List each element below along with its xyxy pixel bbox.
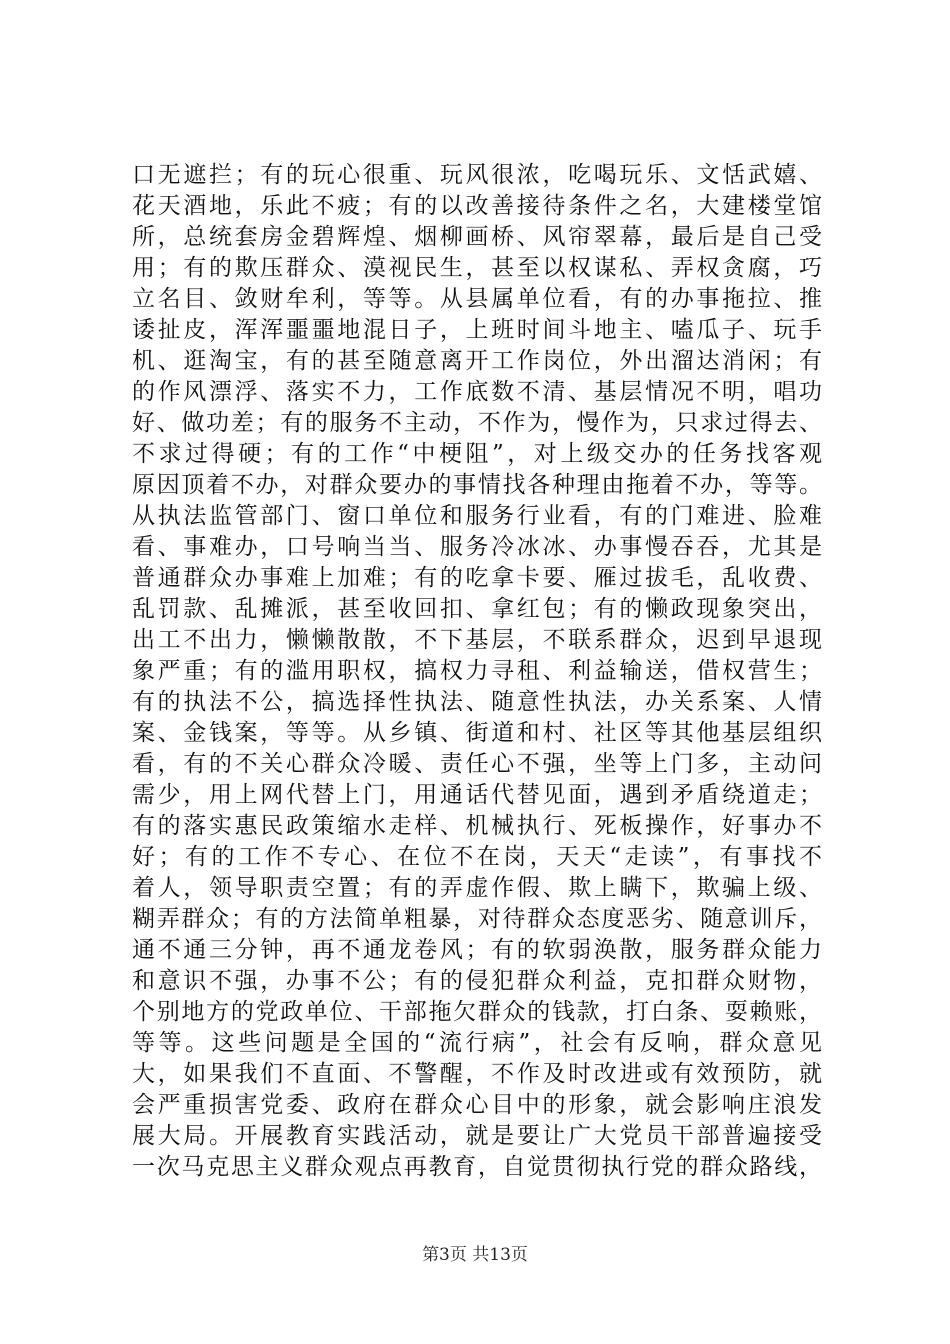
text-line: 用；有的欺压群众、漠视民生，甚至以权谋私、弄权贪腐，巧 <box>132 255 822 281</box>
text-line: 案、金钱案，等等。从乡镇、街道和村、社区等其他基层组织 <box>132 720 822 746</box>
text-line: 有的执法不公，搞选择性执法、随意性执法，办关系案、人情 <box>132 689 822 715</box>
text-line: 诿扯皮，浑浑噩噩地混日子，上班时间斗地主、嗑瓜子、玩手 <box>132 317 822 343</box>
body-text <box>132 160 822 1183</box>
text-line: 立名目、敛财牟利，等等。从县属单位看，有的办事拖拉、推 <box>132 286 822 312</box>
text-line: 个别地方的党政单位、干部拖欠群众的钱款，打白条、耍赖账， <box>132 999 822 1025</box>
text-line: 通不通三分钟，再不通龙卷风；有的软弱涣散，服务群众能力 <box>132 937 822 963</box>
text-line: 出工不出力，懒懒散散，不下基层，不联系群众，迟到早退现 <box>132 627 822 653</box>
text-line: 所，总统套房金碧辉煌、烟柳画桥、风帘翠幕，最后是自己受 <box>132 224 822 250</box>
text-line: 象严重；有的滥用职权，搞权力寻租、利益输送，借权营生； <box>132 658 822 684</box>
text-line: 会严重损害党委、政府在群众心目中的形象，就会影响庄浪发 <box>132 1092 822 1118</box>
text-line: 等等。这些问题是全国的“流行病”，社会有反响，群众意见 <box>132 1030 822 1056</box>
text-line: 着人，领导职责空置；有的弄虚作假、欺上瞒下，欺骗上级、 <box>132 875 822 901</box>
text-line: 机、逛淘宝，有的甚至随意离开工作岗位，外出溜达消闲；有 <box>132 348 822 374</box>
text-line: 花天酒地，乐此不疲；有的以改善接待条件之名，大建楼堂馆 <box>132 193 822 219</box>
text-line: 看、事难办，口号响当当、服务冷冰冰、办事慢吞吞，尤其是 <box>132 534 822 560</box>
text-line: 一次马克思主义群众观点再教育，自觉贯彻执行党的群众路线， <box>132 1154 822 1180</box>
text-line: 普通群众办事难上加难；有的吃拿卡要、雁过拔毛，乱收费、 <box>132 565 822 591</box>
text-line: 需少，用上网代替上门，用通话代替见面，遇到矛盾绕道走； <box>132 782 822 808</box>
text-line: 口无遮拦；有的玩心很重、玩风很浓，吃喝玩乐、文恬武嬉、 <box>132 162 822 188</box>
text-line: 大，如果我们不直面、不警醒，不作及时改进或有效预防，就 <box>132 1061 822 1087</box>
text-line: 乱罚款、乱摊派，甚至收回扣、拿红包；有的懒政现象突出， <box>132 596 822 622</box>
text-line: 好；有的工作不专心、在位不在岗，天天“走读”，有事找不 <box>132 844 822 870</box>
page-number-footer: 第3页 共13页 <box>422 1245 528 1265</box>
text-line: 好、做功差；有的服务不主动，不作为，慢作为，只求过得去、 <box>132 410 822 436</box>
text-line: 糊弄群众；有的方法简单粗暴，对待群众态度恶劣、随意训斥， <box>132 906 822 932</box>
text-line: 有的落实惠民政策缩水走样、机械执行、死板操作，好事办不 <box>132 813 822 839</box>
text-line: 展大局。开展教育实践活动，就是要让广大党员干部普遍接受 <box>132 1123 822 1149</box>
text-line: 不求过得硬；有的工作“中梗阻”，对上级交办的任务找客观 <box>132 441 822 467</box>
text-line: 从执法监管部门、窗口单位和服务行业看，有的门难进、脸难 <box>132 503 822 529</box>
text-line: 的作风漂浮、落实不力，工作底数不清、基层情况不明，唱功 <box>132 379 822 405</box>
text-line: 和意识不强，办事不公；有的侵犯群众利益，克扣群众财物， <box>132 968 822 994</box>
text-line: 原因顶着不办，对群众要办的事情找各种理由拖着不办，等等。 <box>132 472 822 498</box>
text-line: 看，有的不关心群众冷暖、责任心不强，坐等上门多，主动问 <box>132 751 822 777</box>
